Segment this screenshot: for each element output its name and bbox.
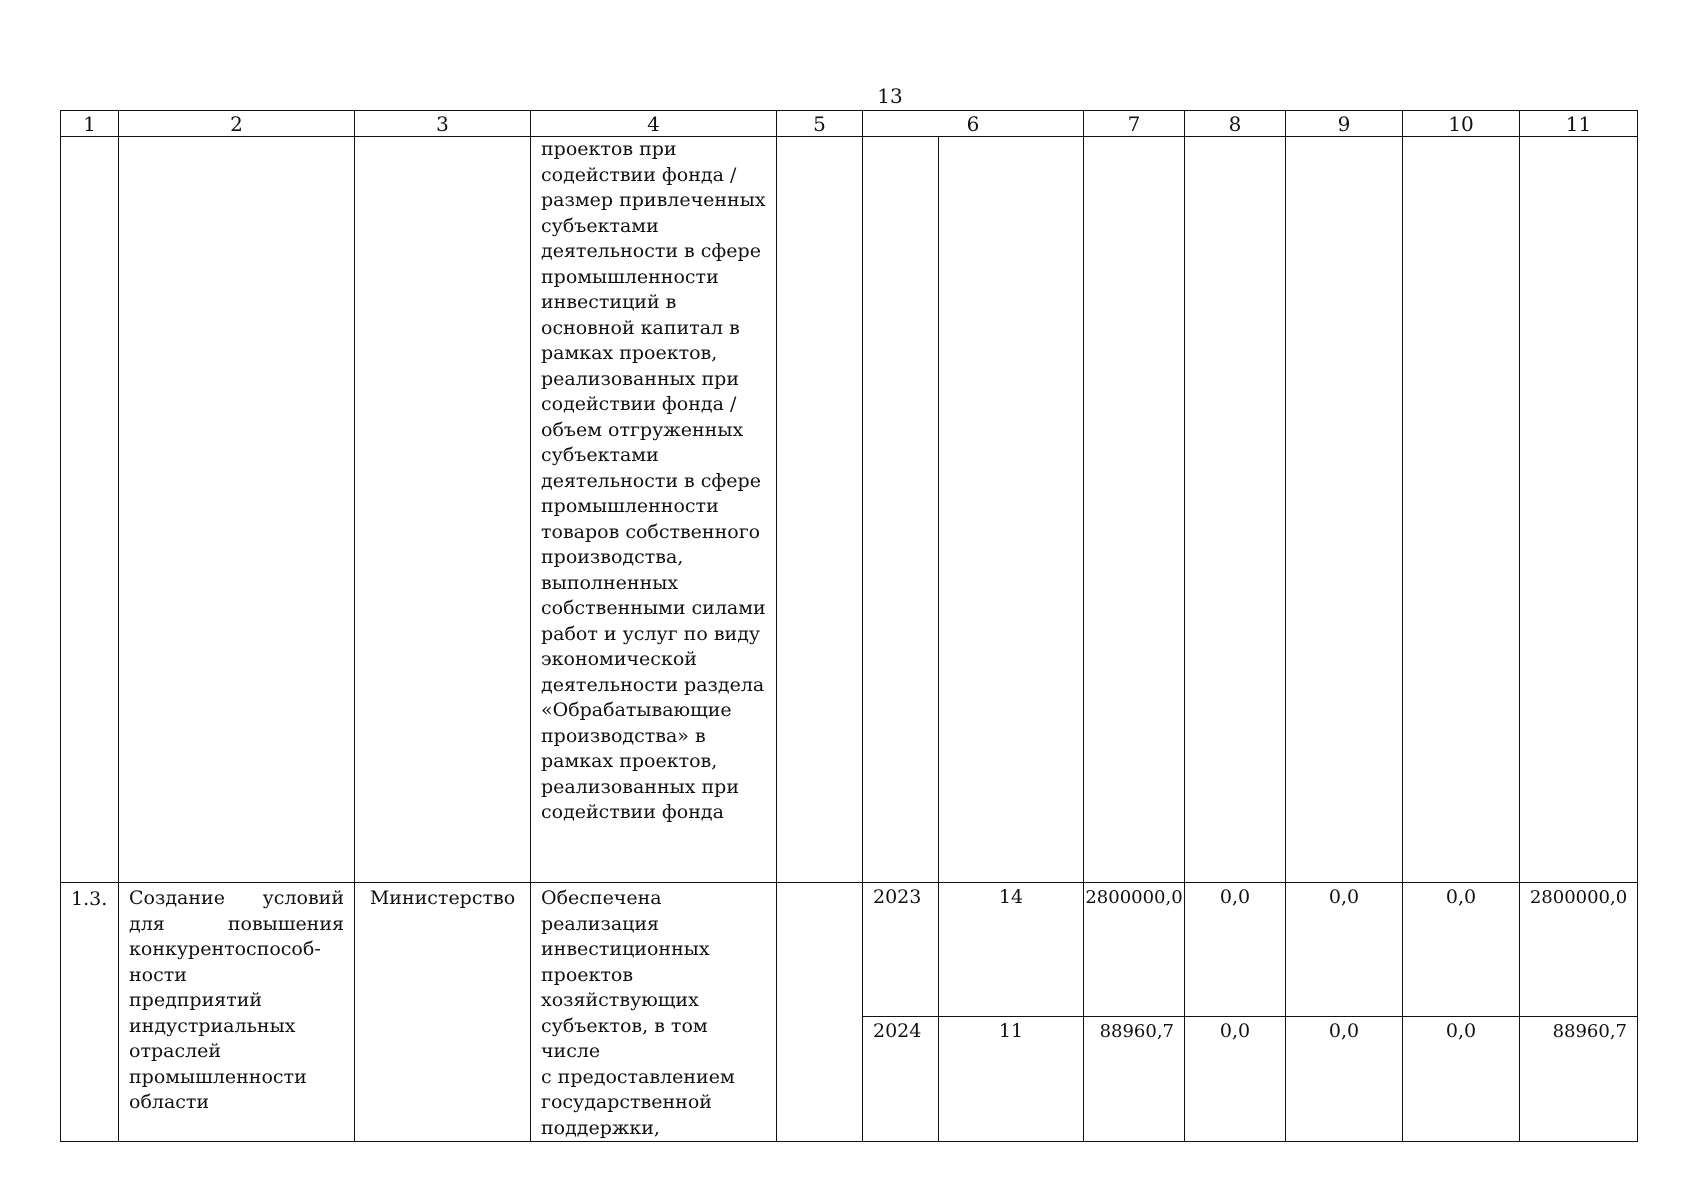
text-line: «Обрабатывающие [541, 699, 732, 721]
text-line: работ и услуг по виду [541, 622, 761, 645]
col-8-cell: 0,0 [1185, 1016, 1286, 1141]
cont-cell-10 [1403, 137, 1520, 883]
text-line: выполненных [541, 571, 679, 594]
text-line: субъектами [541, 214, 659, 237]
header-cell-10: 10 [1403, 111, 1520, 137]
cont-cell-6b [939, 137, 1084, 883]
continuation-text [541, 137, 768, 826]
text-line: промышленности [541, 495, 719, 517]
result-line: поддержки, [541, 1116, 660, 1139]
cont-cell-5 [777, 137, 863, 883]
result-line: Обеспечена [541, 887, 662, 909]
text-line: реализованных при [541, 367, 739, 390]
text-line: производства» в [541, 724, 706, 747]
title-line: отраслей [129, 1040, 222, 1062]
text-line: проектов при [541, 138, 677, 160]
header-cell-8: 8 [1185, 111, 1286, 137]
result-line: субъектов, в том числе [541, 1014, 708, 1062]
item-title [119, 883, 355, 1142]
text-line: содействии фонда / [541, 393, 737, 415]
item-result [531, 883, 777, 1142]
header-cell-7: 7 [1084, 111, 1185, 137]
result-line: инвестиционных [541, 938, 710, 960]
header-cell-2: 2 [119, 111, 355, 137]
header-cell-3: 3 [355, 111, 531, 137]
header-cell-9: 9 [1286, 111, 1403, 137]
text-line: рамках проектов, [541, 750, 718, 772]
col-10-cell: 0,0 [1403, 883, 1520, 1017]
year-cell: 2024 [863, 1016, 939, 1141]
header-cell-1: 1 [61, 111, 119, 137]
cont-cell-11 [1520, 137, 1638, 883]
text-line: рамках проектов, [541, 342, 718, 364]
title-line: для повышения [129, 912, 344, 935]
item-col-5 [777, 883, 863, 1142]
code-cell: 11 [939, 1016, 1084, 1141]
text-line: содействии фонда [541, 801, 724, 823]
text-line: товаров собственного [541, 520, 761, 543]
text-line: деятельности в сфере [541, 240, 761, 262]
col-8-cell: 0,0 [1185, 883, 1286, 1017]
title-line: конкурентоспособ- [129, 938, 321, 960]
result-line: государственной [541, 1091, 712, 1113]
result-line: реализация [541, 912, 660, 935]
text-line: экономической [541, 648, 697, 670]
cont-cell-9 [1286, 137, 1403, 883]
text-line: реализованных при [541, 775, 739, 798]
title-line: промышленности [129, 1065, 307, 1088]
header-cell-5: 5 [777, 111, 863, 137]
result-line: проектов [541, 963, 634, 986]
title-line: индустриальных [129, 1014, 296, 1037]
col-9-cell: 0,0 [1286, 883, 1403, 1017]
text-line: субъектами [541, 444, 659, 466]
col-9-cell: 0,0 [1286, 1016, 1403, 1141]
total-cell: 2800000,0 [1084, 883, 1185, 1017]
text-line: основной капитал в [541, 316, 740, 339]
col-10-cell: 0,0 [1403, 1016, 1520, 1141]
header-cell-6: 6 [863, 111, 1084, 137]
text-line: объем отгруженных [541, 418, 744, 441]
text-line: размер привлеченных [541, 189, 766, 211]
col-11-cell: 2800000,0 [1520, 883, 1638, 1017]
continuation-row [61, 137, 1638, 883]
header-cell-11: 11 [1520, 111, 1638, 137]
cont-cell-1 [61, 137, 119, 883]
cont-cell-2 [119, 137, 355, 883]
total-cell: 88960,7 [1084, 1016, 1185, 1141]
cont-cell-4 [531, 137, 777, 883]
result-line: с предоставлением [541, 1065, 735, 1088]
text-line: собственными силами [541, 597, 766, 619]
text-line: промышленности [541, 265, 719, 288]
cont-cell-6a [863, 137, 939, 883]
item-number: 1.3. [61, 883, 119, 1142]
text-line: инвестиций в [541, 291, 677, 313]
program-table [60, 110, 1638, 1142]
cont-cell-7 [1084, 137, 1185, 883]
text-line: содействии фонда / [541, 163, 737, 186]
header-cell-4: 4 [531, 111, 777, 137]
title-line: ности [129, 963, 187, 986]
cont-cell-3 [355, 137, 531, 883]
text-line: деятельности в сфере [541, 469, 761, 492]
cont-cell-8 [1185, 137, 1286, 883]
item-1-3-row-2023 [61, 883, 1638, 1017]
title-line: области [129, 1091, 210, 1113]
text-line: производства, [541, 546, 684, 568]
header-row [61, 111, 1638, 137]
text-line: деятельности раздела [541, 673, 765, 696]
executor: Министерство [355, 883, 531, 1142]
code-cell: 14 [939, 883, 1084, 1017]
page-number: 13 [877, 84, 903, 108]
year-cell: 2023 [863, 883, 939, 1017]
title-line: предприятий [129, 989, 263, 1011]
title-line: Создание условий [129, 887, 344, 909]
result-line: хозяйствующих [541, 989, 699, 1011]
col-11-cell: 88960,7 [1520, 1016, 1638, 1141]
